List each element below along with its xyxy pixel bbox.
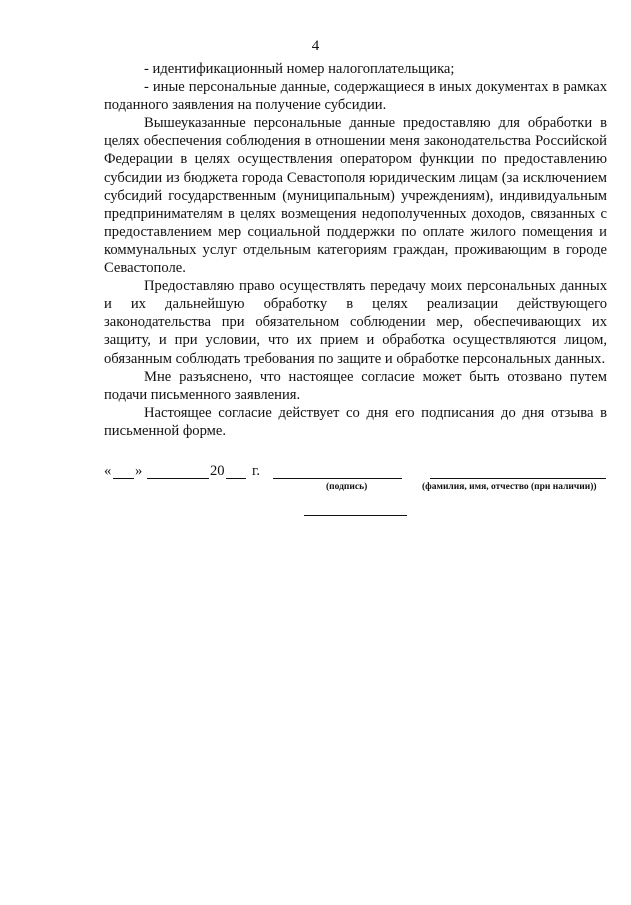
paragraph-revocation: Мне разъяснено, что настоящее согласие может быть отозвано путем подачи письменного заявления. bbox=[104, 368, 607, 403]
signature-block bbox=[104, 462, 607, 502]
end-divider bbox=[304, 515, 407, 516]
date-quote-close: » bbox=[135, 463, 143, 479]
page-number: 4 bbox=[311, 38, 320, 54]
date-quote-open: « bbox=[104, 463, 112, 479]
date-year-suffix: г. bbox=[252, 463, 260, 479]
date-day-line bbox=[113, 478, 134, 479]
paragraph-validity: Настоящее согласие действует со дня его подписания до дня отзыва в письменной форме. bbox=[104, 404, 607, 439]
paragraph-purpose: Вышеуказанные персональные данные предоставляю для обработки в целях обеспечения соблюдения в отношении меня законодательства Российской Федерации в целях осуществления оператором функции по предоставлению субсидии из бюджета города Севастополя юридическим лицам (за исключением субсидий государственным (муниципальным) учреждениям), индивидуальным предпринимателям в целях возмещения недополученных доходов, связанных с предоставлением мер социальной поддержки по оплате жилого помещения и коммунальных услуг отдельным категориям граждан, проживающим в городе Севастополе. bbox=[104, 115, 607, 277]
signature-line bbox=[273, 478, 402, 479]
signature-caption: (подпись) bbox=[326, 482, 368, 492]
paragraph-tin: - идентификационный номер налогоплательщика; bbox=[144, 61, 455, 77]
date-year-prefix: 20 bbox=[210, 463, 225, 479]
full-name-line bbox=[430, 478, 606, 479]
date-year-line bbox=[226, 478, 246, 479]
paragraph-other-data: - иные персональные данные, содержащиеся в иных документах в рамках поданного заявления на получение субсидии. bbox=[104, 79, 607, 114]
document-body bbox=[104, 60, 607, 440]
date-month-line bbox=[147, 478, 209, 479]
full-name-caption: (фамилия, имя, отчество (при наличии)) bbox=[422, 482, 597, 492]
paragraph-transfer-right: Предоставляю право осуществлять передачу моих персональных данных и их дальнейшую обработку в целях реализации действующего законодательства при обязательном соблюдении мер, обеспечивающих их защиту, и при условии, что их прием и обработка осуществляются лицом, обязанным соблюдать требования по защите и обработке персональных данных. bbox=[104, 278, 607, 367]
